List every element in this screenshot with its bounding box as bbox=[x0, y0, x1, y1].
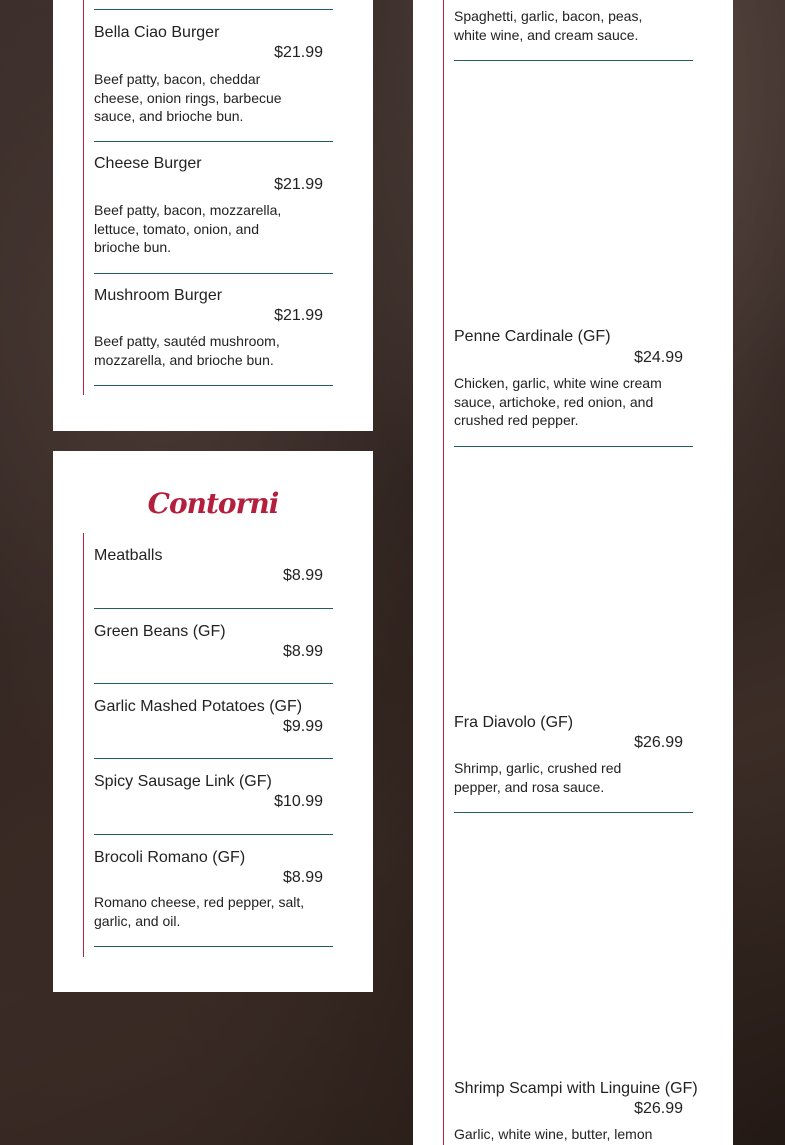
item-price: $8.99 bbox=[282, 643, 323, 660]
item-price: $26.99 bbox=[634, 1100, 683, 1117]
item-description: Chicken, garlic, white wine cream sauce, artichoke, red onion, and crushed red pepper. bbox=[454, 375, 662, 428]
item-name: Penne Cardinale (GF) bbox=[454, 328, 611, 345]
menu-item bbox=[94, 609, 333, 684]
item-description: Beef patty, bacon, cheddar cheese, onion rings, barbecue sauce, and brioche bun. bbox=[94, 71, 282, 124]
item-name: Meatballs bbox=[94, 547, 163, 564]
pasta-items bbox=[443, 0, 698, 1145]
menu-item bbox=[94, 835, 333, 947]
menu-item bbox=[454, 317, 693, 447]
menu-item bbox=[94, 759, 333, 835]
item-description: Spaghetti, garlic, bacon, peas, white wine, and cream sauce. bbox=[454, 8, 643, 43]
menu-item bbox=[454, 703, 693, 813]
burgers-card bbox=[53, 0, 373, 431]
item-name: Brocoli Romano (GF) bbox=[94, 849, 246, 866]
contorni-card bbox=[53, 451, 373, 992]
item-name: Spicy Sausage Link (GF) bbox=[94, 773, 272, 790]
item-price: $8.99 bbox=[282, 869, 323, 886]
item-name: Mushroom Burger bbox=[94, 287, 223, 304]
item-name: Green Beans (GF) bbox=[94, 623, 226, 640]
item-name: Cheese Burger bbox=[94, 155, 202, 172]
item-price: $26.99 bbox=[634, 734, 683, 751]
burgers-items bbox=[83, 0, 334, 395]
item-name: Garlic Mashed Potatoes (GF) bbox=[94, 698, 303, 715]
menu-item bbox=[454, 1069, 698, 1145]
item-description: Beef patty, bacon, mozzarella, lettuce, tomato, onion, and brioche bun. bbox=[94, 202, 282, 255]
item-description: Beef patty, sautéd mushroom, mozzarella, and brioche bun. bbox=[94, 333, 280, 368]
menu-item bbox=[94, 684, 333, 759]
item-name: Fra Diavolo (GF) bbox=[454, 714, 574, 731]
menu-item bbox=[454, 0, 693, 61]
pasta-card bbox=[413, 0, 733, 1145]
item-description: Shrimp, garlic, crushed red pepper, and rosa sauce. bbox=[454, 760, 622, 795]
item-description: Romano cheese, red pepper, salt, garlic, and oil. bbox=[94, 894, 305, 929]
menu-item bbox=[94, 10, 333, 142]
menu-item bbox=[94, 533, 333, 609]
item-price: $21.99 bbox=[274, 44, 323, 61]
section-title: Contorni bbox=[147, 487, 279, 520]
item-name: Shrimp Scampi with Linguine (GF) bbox=[454, 1080, 698, 1097]
item-price: $21.99 bbox=[274, 307, 323, 324]
contorni-items bbox=[83, 533, 334, 957]
item-price: $10.99 bbox=[274, 793, 323, 810]
item-description: Garlic, white wine, butter, lemon bbox=[454, 1126, 653, 1142]
menu-item bbox=[94, 142, 333, 274]
item-price: $9.99 bbox=[282, 718, 323, 735]
item-name: Bella Ciao Burger bbox=[94, 24, 220, 41]
item-price: $21.99 bbox=[274, 176, 323, 193]
item-price: $8.99 bbox=[282, 567, 323, 584]
menu-item bbox=[94, 274, 333, 386]
item-price: $24.99 bbox=[634, 349, 683, 366]
